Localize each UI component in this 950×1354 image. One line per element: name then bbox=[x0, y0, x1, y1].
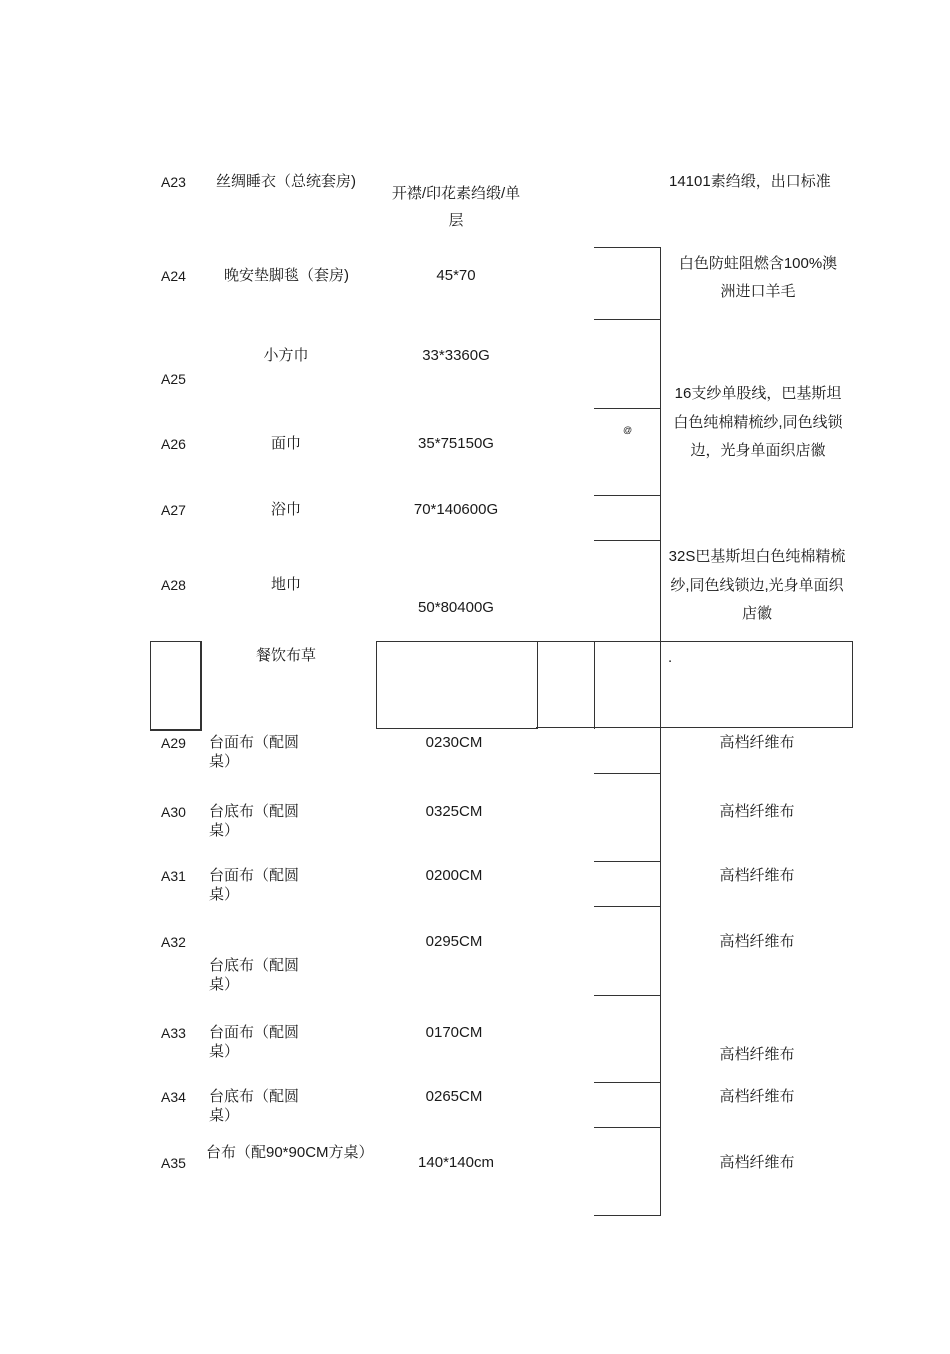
item-code: A27 bbox=[161, 502, 186, 518]
item-spec: 0265CM bbox=[425, 1088, 483, 1105]
horizontal-rule bbox=[594, 1082, 661, 1083]
item-spec: 45*70 bbox=[436, 267, 476, 284]
horizontal-rule bbox=[594, 408, 661, 409]
item-name: 地巾 bbox=[270, 576, 301, 593]
item-name: 丝绸睡衣（总统套房) bbox=[216, 173, 356, 190]
item-spec: 0200CM bbox=[425, 867, 483, 884]
vertical-rule bbox=[594, 641, 595, 729]
item-code: A26 bbox=[161, 436, 186, 452]
item-name: 浴巾 bbox=[270, 501, 301, 518]
horizontal-rule bbox=[594, 1127, 661, 1128]
item-spec: 开襟/印花素绉缎/单层 bbox=[391, 185, 521, 229]
horizontal-rule bbox=[594, 247, 661, 248]
item-note: 高档纤维布 bbox=[719, 1088, 795, 1105]
item-note: 高档纤维布 bbox=[719, 1046, 795, 1063]
item-name: 台面布（配圆桌） bbox=[209, 734, 300, 770]
horizontal-rule bbox=[594, 906, 661, 907]
item-code: A28 bbox=[161, 577, 186, 593]
item-code: A32 bbox=[161, 934, 186, 950]
vertical-rule bbox=[852, 641, 853, 728]
item-code: A25 bbox=[161, 371, 186, 387]
item-spec: 140*140cm bbox=[418, 1154, 494, 1171]
horizontal-rule bbox=[594, 1215, 661, 1216]
item-spec: 35*75150G bbox=[418, 435, 494, 452]
item-name: 台底布（配圆桌） bbox=[209, 957, 300, 993]
item-spec: 0325CM bbox=[425, 803, 483, 820]
item-code: A33 bbox=[161, 1025, 186, 1041]
section-title: 餐饮布草 bbox=[255, 647, 316, 664]
item-name: 台面布（配圆桌） bbox=[209, 1024, 300, 1060]
mark-symbol: @ bbox=[623, 425, 633, 435]
item-spec: 50*80400G bbox=[418, 599, 494, 616]
horizontal-rule bbox=[594, 773, 661, 774]
horizontal-rule bbox=[536, 641, 852, 642]
item-code: A35 bbox=[161, 1155, 186, 1171]
item-code: A31 bbox=[161, 868, 186, 884]
vertical-rule bbox=[660, 247, 661, 1215]
item-note: 高档纤维布 bbox=[719, 803, 795, 820]
horizontal-rule bbox=[594, 995, 661, 996]
item-note: 32S巴基斯坦白色纯棉精梳纱,同色线锁边,光身单面织店徽 bbox=[668, 548, 846, 622]
item-name: 台面布（配圆桌） bbox=[209, 867, 300, 903]
item-code: A23 bbox=[161, 174, 186, 190]
item-spec: 0170CM bbox=[425, 1024, 483, 1041]
item-note: 16支纱单股线，巴基斯坦白色纯棉精梳纱,同色线锁边，光身单面织店徽 bbox=[673, 385, 843, 459]
section-spec-cell bbox=[376, 641, 538, 729]
item-code: A30 bbox=[161, 804, 186, 820]
item-note: 高档纤维布 bbox=[719, 933, 795, 950]
item-code: A24 bbox=[161, 268, 186, 284]
item-name: 面巾 bbox=[270, 435, 301, 452]
item-spec: 0230CM bbox=[425, 734, 483, 751]
section-dot: . bbox=[668, 649, 673, 666]
item-name: 台底布（配圆桌） bbox=[209, 1088, 300, 1124]
horizontal-rule bbox=[594, 861, 661, 862]
section-code-cell bbox=[150, 641, 202, 731]
horizontal-rule bbox=[536, 727, 852, 728]
item-spec: 70*140600G bbox=[413, 501, 499, 518]
item-name: 小方巾 bbox=[263, 347, 309, 364]
item-spec: 0295CM bbox=[425, 933, 483, 950]
item-note: 高档纤维布 bbox=[719, 1154, 795, 1171]
item-name: 台布（配90*90CM方桌） bbox=[206, 1144, 374, 1161]
item-note: 高档纤维布 bbox=[719, 867, 795, 884]
item-name: 台底布（配圆桌） bbox=[209, 803, 300, 839]
item-code: A29 bbox=[161, 735, 186, 751]
item-note: 白色防蛀阻燃含100%澳洲进口羊毛 bbox=[678, 255, 838, 300]
item-name: 晚安垫脚毯（套房) bbox=[224, 267, 349, 284]
item-note: 14101素绉缎，出口标准 bbox=[669, 173, 831, 190]
horizontal-rule bbox=[594, 540, 661, 541]
item-spec: 33*3360G bbox=[422, 347, 490, 364]
horizontal-rule bbox=[594, 495, 661, 496]
horizontal-rule bbox=[594, 319, 661, 320]
item-code: A34 bbox=[161, 1089, 186, 1105]
item-note: 高档纤维布 bbox=[719, 734, 795, 751]
